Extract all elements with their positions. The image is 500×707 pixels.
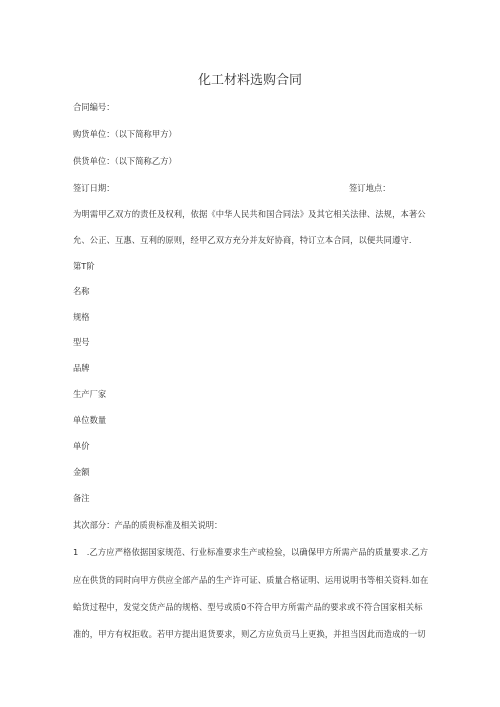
section1-item: 名称 bbox=[73, 286, 90, 296]
section1-heading: 第T阶 bbox=[73, 261, 95, 271]
section1-item: 金额 bbox=[73, 467, 90, 477]
section1-item: 备注 bbox=[73, 493, 90, 503]
clause-line-3: 蛤货过程中，发觉交货产品的规格、型号或质0不符合甲方所需产品的要求或不符合国家相关标 bbox=[73, 602, 423, 612]
clause-line-4: 准的，甲方有权拒收。若甲方提出退货要求，则乙方应负贡马上更换，并担当因此而造成的一切 bbox=[73, 629, 426, 639]
clause-line-2: 应在供货的同时向甲方供应全部产品的生产许可证、质量合格证明、运用说明书等相关资料.如在 bbox=[73, 575, 429, 585]
buyer-field: 购货单位：（以下简称甲方） bbox=[73, 129, 177, 139]
sign-date-field: 签订日期： bbox=[73, 183, 115, 193]
section1-item: 型号 bbox=[73, 337, 90, 347]
document-title: 化工材料选购合同 bbox=[197, 73, 302, 88]
section1-item: 规格 bbox=[73, 312, 90, 322]
section1-item: 生产厂家 bbox=[73, 389, 107, 399]
supplier-field: 供货单位：（以下简称乙方） bbox=[73, 156, 177, 166]
section2-heading: 其次部分：产品的质贵标准及相关说明： bbox=[73, 520, 223, 530]
intro-line-2: 允、公正、互惠、互利的原则，经甲乙双方充分并友好协商，特订立本合同，以便共同遵守. bbox=[73, 235, 412, 245]
intro-line-1: 为明需甲乙双方的责任及权利，依据《中华人民共和国合同法》及其它相关法律、法规，本著公 bbox=[73, 209, 426, 219]
sign-info-row bbox=[73, 182, 391, 194]
section1-item: 单位数量 bbox=[73, 415, 107, 425]
contract-number-field: 合同编号： bbox=[73, 102, 115, 112]
section1-item: 品牌 bbox=[73, 363, 90, 373]
section1-item: 单价 bbox=[73, 441, 90, 451]
clause-line-1: 1 .乙方应严格依据国家规范、行业标准要求生产或检验，以确保甲方所需产品的质量要求.乙方 bbox=[73, 547, 429, 557]
sign-place-field: 签订地点： bbox=[349, 183, 391, 193]
